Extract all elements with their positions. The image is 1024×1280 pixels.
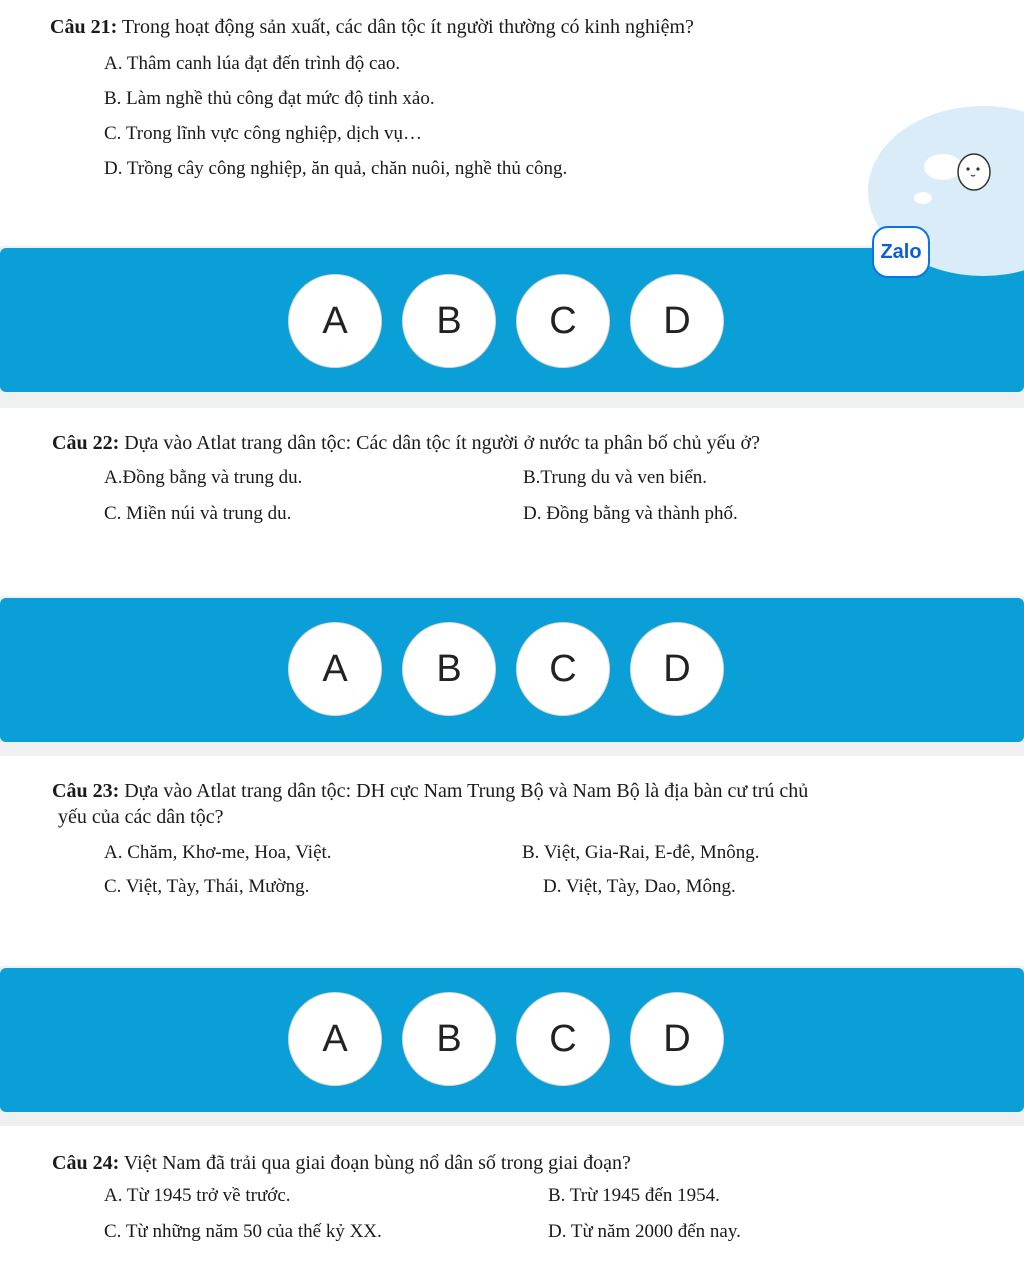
question-title bbox=[52, 1150, 631, 1176]
zalo-button[interactable] bbox=[872, 226, 930, 278]
option-c: C. Từ những năm 50 của thế kỷ XX. bbox=[104, 1221, 382, 1242]
option-a: A.Đồng bằng và trung du. bbox=[104, 467, 303, 488]
option-d: D. Trồng cây công nghiệp, ăn quả, chăn nuôi, nghề thủ công. bbox=[104, 158, 568, 179]
answer-band-21 bbox=[0, 248, 1024, 392]
option-b: B. Trừ 1945 đến 1954. bbox=[548, 1185, 720, 1206]
option-b: B. Việt, Gia-Rai, E-đê, Mnông. bbox=[522, 842, 760, 863]
option-b: B.Trung du và ven biển. bbox=[523, 467, 708, 488]
answer-button-a[interactable]: A bbox=[288, 622, 382, 716]
option-a: A. Chăm, Khơ-me, Hoa, Việt. bbox=[104, 842, 332, 863]
answer-button-c[interactable]: C bbox=[516, 274, 610, 368]
option-d: D. Việt, Tày, Dao, Mông. bbox=[543, 876, 736, 897]
question-title bbox=[50, 14, 694, 40]
question-text: Việt Nam đã trải qua giai đoạn bùng nổ dân số trong giai đoạn? bbox=[123, 1152, 631, 1174]
question-number: Câu 22: bbox=[52, 432, 120, 454]
question-text: Dựa vào Atlat trang dân tộc: DH cực Nam Trung Bộ và Nam Bộ là địa bàn cư trú chủ bbox=[124, 780, 809, 802]
answer-button-d[interactable]: D bbox=[630, 622, 724, 716]
option-c: C. Miền núi và trung du. bbox=[104, 503, 292, 524]
question-card-24 bbox=[0, 1126, 1024, 1280]
question-text: Dựa vào Atlat trang dân tộc: Các dân tộc ít người ở nước ta phân bố chủ yếu ở? bbox=[124, 432, 760, 454]
answer-button-d[interactable]: D bbox=[630, 274, 724, 368]
option-c: C. Việt, Tày, Thái, Mường. bbox=[104, 876, 310, 897]
question-number: Câu 24: bbox=[52, 1152, 120, 1174]
question-text-line-2: yếu của các dân tộc? bbox=[58, 806, 224, 828]
question-title bbox=[52, 778, 808, 804]
question-text: Trong hoạt động sản xuất, các dân tộc ít người thường có kinh nghiệm? bbox=[121, 16, 694, 38]
mascot-icon bbox=[954, 148, 994, 192]
answer-button-b[interactable]: B bbox=[402, 274, 496, 368]
option-b: B. Làm nghề thủ công đạt mức độ tinh xảo. bbox=[104, 88, 435, 109]
question-number: Câu 21: bbox=[50, 16, 118, 38]
answer-button-b[interactable]: B bbox=[402, 992, 496, 1086]
cloud-decoration bbox=[914, 192, 932, 204]
option-d: D. Đồng bằng và thành phố. bbox=[523, 503, 738, 524]
option-a: A. Thâm canh lúa đạt đến trình độ cao. bbox=[104, 53, 401, 74]
option-d: D. Từ năm 2000 đến nay. bbox=[548, 1221, 741, 1242]
answer-button-c[interactable]: C bbox=[516, 622, 610, 716]
answer-button-a[interactable]: A bbox=[288, 274, 382, 368]
answer-band-23 bbox=[0, 968, 1024, 1112]
answer-button-a[interactable]: A bbox=[288, 992, 382, 1086]
question-title bbox=[52, 430, 760, 456]
answer-button-b[interactable]: B bbox=[402, 622, 496, 716]
answer-band-22 bbox=[0, 598, 1024, 742]
question-number: Câu 23: bbox=[52, 780, 120, 802]
question-card-23 bbox=[0, 756, 1024, 966]
question-card-22 bbox=[0, 408, 1024, 596]
answer-button-d[interactable]: D bbox=[630, 992, 724, 1086]
zalo-label: Zalo bbox=[880, 240, 922, 263]
answer-button-c[interactable]: C bbox=[516, 992, 610, 1086]
option-a: A. Từ 1945 trở về trước. bbox=[104, 1185, 291, 1206]
option-c: C. Trong lĩnh vực công nghiệp, dịch vụ… bbox=[104, 123, 422, 144]
